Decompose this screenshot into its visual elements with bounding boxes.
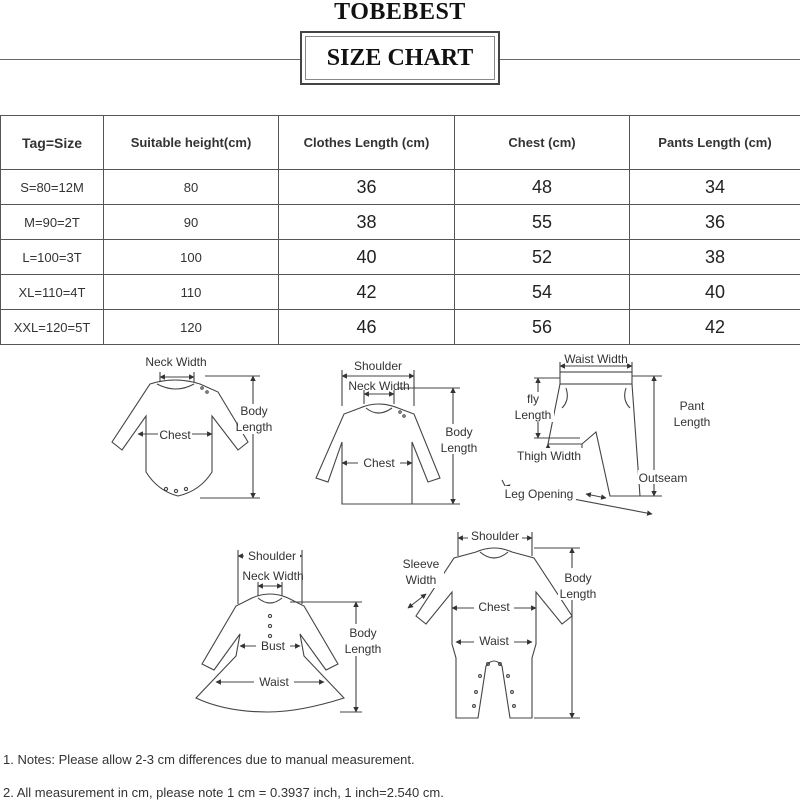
note-1: 1. Notes: Please allow 2-3 cm differences due to manual measurement. — [3, 752, 415, 767]
table-header-row — [1, 116, 800, 170]
shirt-length-label: Length — [440, 441, 478, 455]
cell-pants-length: 38 — [630, 240, 800, 275]
cell-chest: 54 — [455, 275, 630, 310]
table-row — [1, 310, 800, 345]
cell-tag: XL=110=4T — [1, 275, 104, 310]
table-row — [1, 170, 800, 205]
cell-chest: 55 — [455, 205, 630, 240]
dress-body-label: Body — [349, 626, 377, 640]
cell-chest: 52 — [455, 240, 630, 275]
shirt-shoulder-label: Shoulder — [353, 359, 403, 373]
shirt-body-label: Body — [445, 425, 473, 439]
cell-pants-length: 34 — [630, 170, 800, 205]
cell-chest: 56 — [455, 310, 630, 345]
romper-chest-label: Chest — [478, 600, 510, 614]
shirt-neck-width-label: Neck Width — [348, 379, 410, 393]
pants-fly-length-label: Length — [514, 408, 552, 422]
pants-length-label: Length — [673, 415, 711, 429]
romper-waist-label: Waist — [479, 634, 509, 648]
table-row — [1, 275, 800, 310]
title-rule-right — [500, 59, 800, 60]
cell-clothes-length: 46 — [279, 310, 455, 345]
pants-leg-opening-label: Leg Opening — [504, 487, 574, 501]
cell-clothes-length: 40 — [279, 240, 455, 275]
cell-height: 120 — [104, 310, 279, 345]
dress-bust-label: Bust — [260, 639, 286, 653]
pants-fly-label: fly — [527, 392, 539, 406]
dress-waist-label: Waist — [259, 675, 289, 689]
brand-title: TOBEBEST — [334, 0, 466, 25]
pants-outseam-label: Outseam — [638, 471, 688, 485]
cell-clothes-length: 42 — [279, 275, 455, 310]
table-row — [1, 240, 800, 275]
cell-clothes-length: 38 — [279, 205, 455, 240]
cell-tag: S=80=12M — [1, 170, 104, 205]
note-2: 2. All measurement in cm, please note 1 cm = 0.3937 inch, 1 inch=2.540 cm. — [3, 785, 444, 800]
cell-chest: 48 — [455, 170, 630, 205]
cell-pants-length: 42 — [630, 310, 800, 345]
romper-width-label: Width — [405, 573, 437, 587]
header-chest: Chest (cm) — [455, 116, 630, 170]
size-chart-title: SIZE CHART — [300, 31, 500, 85]
dress-length-label: Length — [344, 642, 382, 656]
cell-height: 100 — [104, 240, 279, 275]
romper-shoulder-label: Shoulder — [470, 529, 520, 543]
size-table — [0, 115, 800, 345]
cell-tag: XXL=120=5T — [1, 310, 104, 345]
cell-height: 90 — [104, 205, 279, 240]
pants-waist-width-label: Waist Width — [564, 352, 628, 366]
cell-pants-length: 36 — [630, 205, 800, 240]
cell-clothes-length: 36 — [279, 170, 455, 205]
bodysuit-length-label: Length — [235, 420, 273, 434]
title-rule-left — [0, 59, 300, 60]
cell-tag: L=100=3T — [1, 240, 104, 275]
header-tag-size: Tag=Size — [1, 116, 104, 170]
table-row — [1, 205, 800, 240]
romper-sleeve-label: Sleeve — [402, 557, 440, 571]
pants-thigh-width-label: Thigh Width — [516, 449, 582, 463]
romper-length-label: Length — [559, 587, 597, 601]
cell-height: 80 — [104, 170, 279, 205]
romper-body-label: Body — [564, 571, 592, 585]
bodysuit-body-label: Body — [240, 404, 268, 418]
pants-pant-label: Pant — [679, 399, 705, 413]
cell-pants-length: 40 — [630, 275, 800, 310]
dress-neck-width-label: Neck Width — [242, 569, 304, 583]
header-clothes-length: Clothes Length (cm) — [279, 116, 455, 170]
bodysuit-chest-label: Chest — [159, 428, 191, 442]
measurement-diagrams — [0, 346, 800, 734]
header-pants-length: Pants Length (cm) — [630, 116, 800, 170]
cell-tag: M=90=2T — [1, 205, 104, 240]
shirt-chest-label: Chest — [363, 456, 395, 470]
header-suitable-height: Suitable height(cm) — [104, 116, 279, 170]
dress-shoulder-label: Shoulder — [247, 549, 297, 563]
cell-height: 110 — [104, 275, 279, 310]
bodysuit-neck-width-label: Neck Width — [145, 355, 207, 369]
